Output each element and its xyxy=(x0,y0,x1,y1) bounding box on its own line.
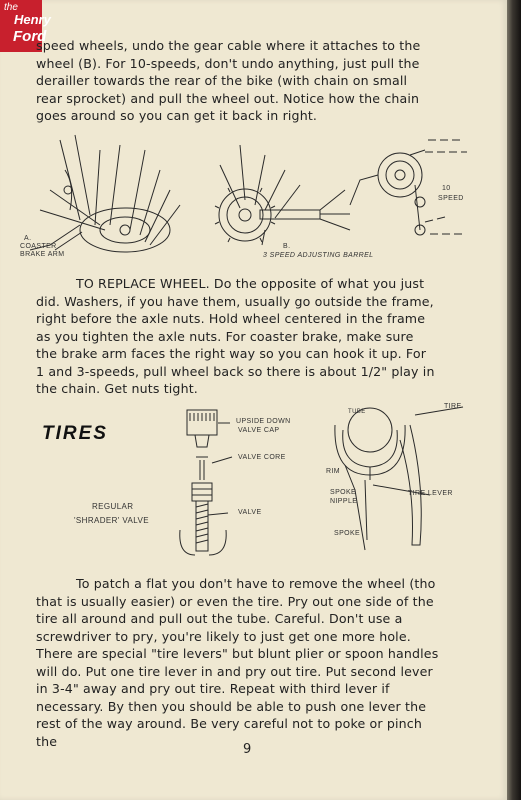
paragraph-replace-wheel-text: TO REPLACE WHEEL. Do the opposite of what you just did. Washers, if you have them, usually go outside the frame, right before the axle nuts. Hold wheel centered in the frame as you tighten the axle nuts. For coaster brake, make sure the brake arm faces the right way so you can hook it up. For 1 and 3-speeds, pull wheel back so there is about 1/2" play in the chain. Get nuts tight. xyxy=(36,276,435,396)
label-upside-down-2: VALVE CAP xyxy=(238,427,280,434)
paragraph-replace-wheel xyxy=(36,275,436,398)
label-coaster-1: COASTER xyxy=(20,243,57,250)
logo-henry: Henry xyxy=(14,12,51,27)
label-tire: TIRE xyxy=(444,403,462,410)
label-valve: VALVE xyxy=(238,509,262,516)
label-coaster-2: BRAKE ARM xyxy=(20,251,65,258)
label-speed: SPEED xyxy=(438,195,464,202)
three-speed-hub-drawing xyxy=(215,145,350,245)
label-spoke-nipple-2: NIPPLE xyxy=(330,498,358,505)
paragraph-patch-flat-text: To patch a flat you don't have to remove the wheel (tho that is usually easier) or even the tire. Pry out one side of the tire all around and pull out the tube. Careful. Don't use a screwdriver to pry, you're likely to just get one more hole. There are special "tire levers" but blunt plier or spoon handles will do. Put one tire lever in and pry out tire. Put second lever in 3-4" away and pry out tire. Repeat with third lever if necessary. By then you should be able to push one lever the rest of the way around. Be very careful not to poke or pinch the xyxy=(36,576,439,749)
page-number: 9 xyxy=(243,742,252,757)
logo-the: the xyxy=(4,2,18,13)
label-b: B. xyxy=(283,243,291,250)
coaster-brake-hub-drawing xyxy=(30,135,180,252)
paragraph-patch-flat xyxy=(36,575,446,750)
logo-ford: Ford xyxy=(13,28,47,45)
label-tire-lever: TIRE LEVER xyxy=(408,490,453,497)
hub-illustrations xyxy=(20,130,490,265)
section-heading-tires: TIRES xyxy=(42,423,108,444)
label-spoke-nipple-1: SPOKE xyxy=(330,489,357,496)
label-upside-down-1: UPSIDE DOWN xyxy=(236,418,291,425)
label-regular-1: REGULAR xyxy=(92,502,134,511)
label-rim: RIM xyxy=(326,468,341,475)
label-three-speed: 3 SPEED ADJUSTING BARREL xyxy=(263,252,374,259)
label-valve-core: VALVE CORE xyxy=(238,454,286,461)
label-a: A. xyxy=(24,235,32,242)
label-regular-2: 'SHRADER' VALVE xyxy=(74,516,149,525)
label-tube: TUBE xyxy=(348,409,366,415)
label-spoke: SPOKE xyxy=(334,530,361,537)
book-spine-edge xyxy=(507,0,521,800)
paragraph-remove-wheel: speed wheels, undo the gear cable where it attaches to the wheel (B). For 10-speeds, don't undo anything, just pull the derailler towards the rear of the bike (with chain on small rear sprocket) and pull the wheel out. Notice how the chain goes around so you can get it back in right. xyxy=(36,38,421,123)
label-ten: 10 xyxy=(442,185,451,192)
